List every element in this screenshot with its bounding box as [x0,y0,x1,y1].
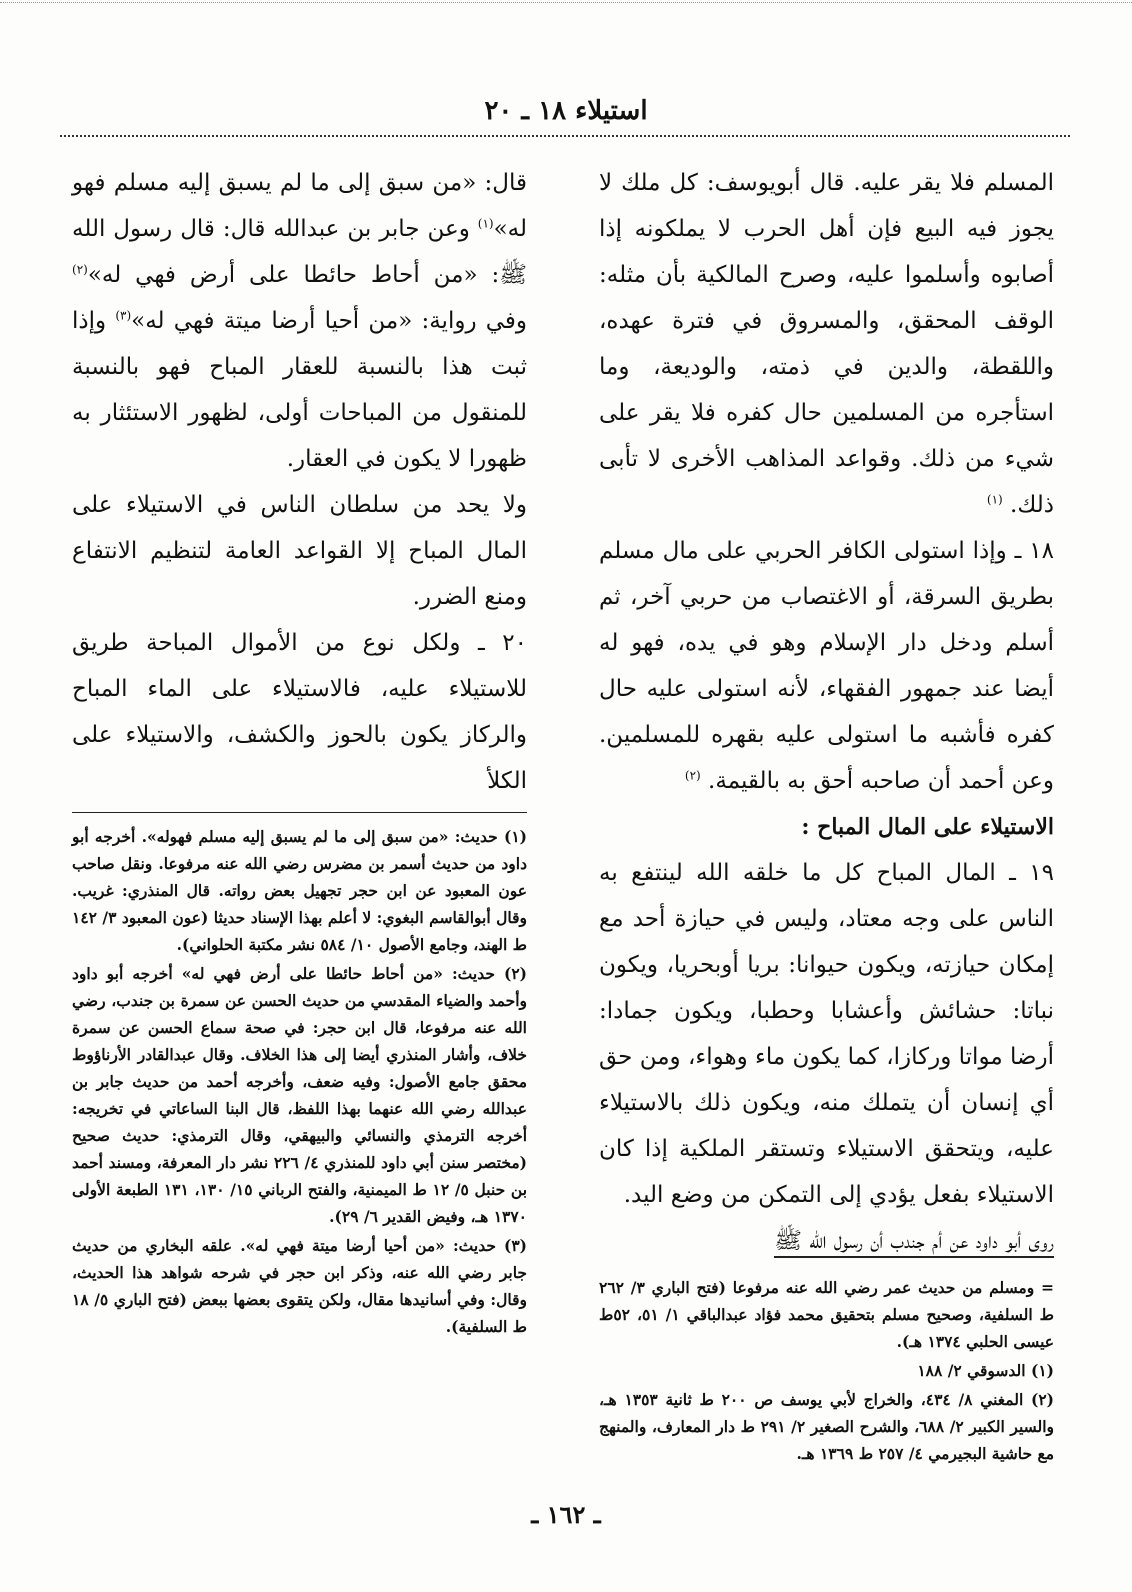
footnote-2: (٢) المغني ٨/ ٤٣٤، والخراج لأبي يوسف ص ٢٠٠ ط ثانية ١٣٥٣ هـ، والسير الكبير ٢/ ٦٨٨، والشرح الصغير ٢/ ٢٩١ ط دار المعارف، والمنهج مع حاشية البجيرمي ٤/ ٢٥٧ ط ١٣٦٩ هـ. [599,1390,1054,1463]
footnote-1: (١) الدسوقي ٢/ ١٨٨ [917,1361,1054,1380]
footnote-continuation: = ومسلم من حديث عمر رضي الله عنه مرفوعا (فتح الباري ٣/ ٢٦٢ ط السلفية، وصحيح مسلم بتحقيق محمد فؤاد عبدالباقي ١/ ٥١، ٥٢ط عيسى الحلبي ١٣٧٤ هـ). [599,1278,1055,1351]
left-column [72,160,527,1342]
footnote-ref: (١) [477,216,494,231]
page-number: ـ ١٦٢ ـ [531,1500,601,1529]
footnote-3: (٣) حديث: «من أحيا أرضا ميتة فهي له». علقه البخاري من حديث جابر رضي الله عنه، وذكر ابن حجر في شرحه شواهد هذا الحديث، وقال: وفي أسانيدها مقال، ولكن يتقوى بعضها ببعض (فتح الباري ٥/ ١٨ ط السلفية). [72,1236,527,1336]
page-header: استيلاء ١٨ ـ ٢٠ [484,96,648,126]
left-paragraph-20: ٢٠ ـ ولكل نوع من الأموال المباحة طريق للاستيلاء عليه، فالاستيلاء على الماء المباح والركاز يكون بالحوز والكشف، والاستيلاء على الكلأ [72,630,527,794]
right-paragraph-19: ١٩ ـ المال المباح كل ما خلقه الله لينتفع به الناس على وجه معتاد، وليس في حيازة أحد مع إمكان حيازته، ويكون حيوانا: بريا أوبحريا، ويكون نباتا: حشائش وأعشابا وحطبا، ويكون جمادا: أرضا مواتا وركازا، كما يكون ماء وهواء، ومن حق أي إنسان أن يتملك منه، ويكون ذلك بالاستيلاء عليه، ويتحقق الاستيلاء وتستقر الملكية إذا كان الاستيلاء بفعل يؤدي إلى التمكن من وضع اليد. [599,860,1054,1208]
right-paragraph-1: المسلم فلا يقر عليه. قال أبويوسف: كل ملك لا يجوز فيه البيع فإن أهل الحرب لا يملكونه إذا أصابوه وأسلموا عليه، وصرح المالكية بأن مثله: الوقف المحقق، والمسروق في فترة عهده، واللقطة، والدين في ذمته، والوديعة، وما استأجره من المسلمين حال كفره فلا يقر على شيء من ذلك. وقواعد المذاهب الأخرى لا تأبى ذلك. $^{(١)}$ [599,170,1054,518]
header-dotted-rule [60,135,1070,137]
left-paragraph-1: قال: «من سبق إلى ما لم يسبق إليه مسلم فهو له»$^{(١)}$ وعن جابر بن عبدالله قال: قال رسول الله ﷺ: «من أحاط حائطا على أرض فهي له»$^{(٢)}$ وفي رواية: «من أحيا أرضا ميتة فهي له»$^{(٣)}$ وإذا ثبت هذا بالنسبة للعقار المباح فهو بالنسبة للمنقول من المباحات أولى، لظهور الاستئثار به ظهورا لا يكون في العقار. [72,170,528,472]
footnote-ref: (١) [986,492,1003,507]
top-dotted-rule [0,2,1132,3]
right-paragraph-18: ١٨ ـ وإذا استولى الكافر الحربي على مال مسلم بطريق السرقة، أو الاغتصاب من حربي آخر، ثم أسلم ودخل دار الإسلام وهو في يده، فهو له أيضا عند جمهور الفقهاء، لأنه استولى عليه حال كفره فأشبه ما استولى عليه بقهره للمسلمين. وعن أحمد أن صاحبه أحق به بالقيمة. $^{(٢)}$ [599,538,1054,794]
footnote-divider [72,812,527,813]
footnote-ref: (٢) [684,768,701,783]
footnote-ref: (٣) [115,308,132,323]
footnote-ref: (٢) [72,262,88,277]
right-column [599,160,1054,1469]
left-paragraph-2: ولا يحد من سلطان الناس في الاستيلاء على المال المباح إلا القواعد العامة لتنظيم الانتفاع ومنع الضرر. [72,492,527,610]
section-subheading: الاستيلاء على المال المباح : [801,814,1054,840]
right-paragraph-continued: روى أبو داود عن أم جندب أن رسول الله ﷺ [599,1218,1054,1264]
footnote-1: (١) حديث: «من سبق إلى ما لم يسبق إليه مسلم فهوله». أخرجه أبو داود من حديث أسمر بن مضرس رضي الله عنه مرفوعا. ونقل صاحب عون المعبود عن ابن حجر تجهيل بعض رواته. قال المنذري: غريب. وقال أبوالقاسم البغوي: لا أعلم بهذا الإسناد حديثا (عون المعبود ٣/ ١٤٢ ط الهند، وجامع الأصول ١٠/ ٥٨٤ نشر مكتبة الحلواني). [72,827,528,954]
footnote-2: (٢) حديث: «من أحاط حائطا على أرض فهي له» أخرجه أبو داود وأحمد والضياء المقدسي من حديث الحسن عن سمرة بن جندب، رضي الله عنه مرفوعا، قال ابن حجر: في صحة سماع الحسن عن سمرة خلاف، وأشار المنذري أيضا إلى هذا الخلاف. وقال عبدالقادر الأرناؤوط محقق جامع الأصول: وفيه ضعف، وأخرجه أحمد من حديث جابر بن عبدالله رضي الله عنهما بهذا اللفظ، قال البنا الساعاتي في تخريجه: أخرجه الترمذي والنسائي والبيهقي، وقال الترمذي: حديث صحيح (مختصر سنن أبي داود للمنذري ٤/ ٢٢٦ نشر دار المعرفة، ومسند أحمد بن حنبل ٥/ ١٢ ط الميمنية، والفتح الرباني ١٥/ ١٣٠، ١٣١ الطبعة الأولى ١٣٧٠ هـ، وفيض القدير ٦/ ٢٩). [72,964,528,1226]
